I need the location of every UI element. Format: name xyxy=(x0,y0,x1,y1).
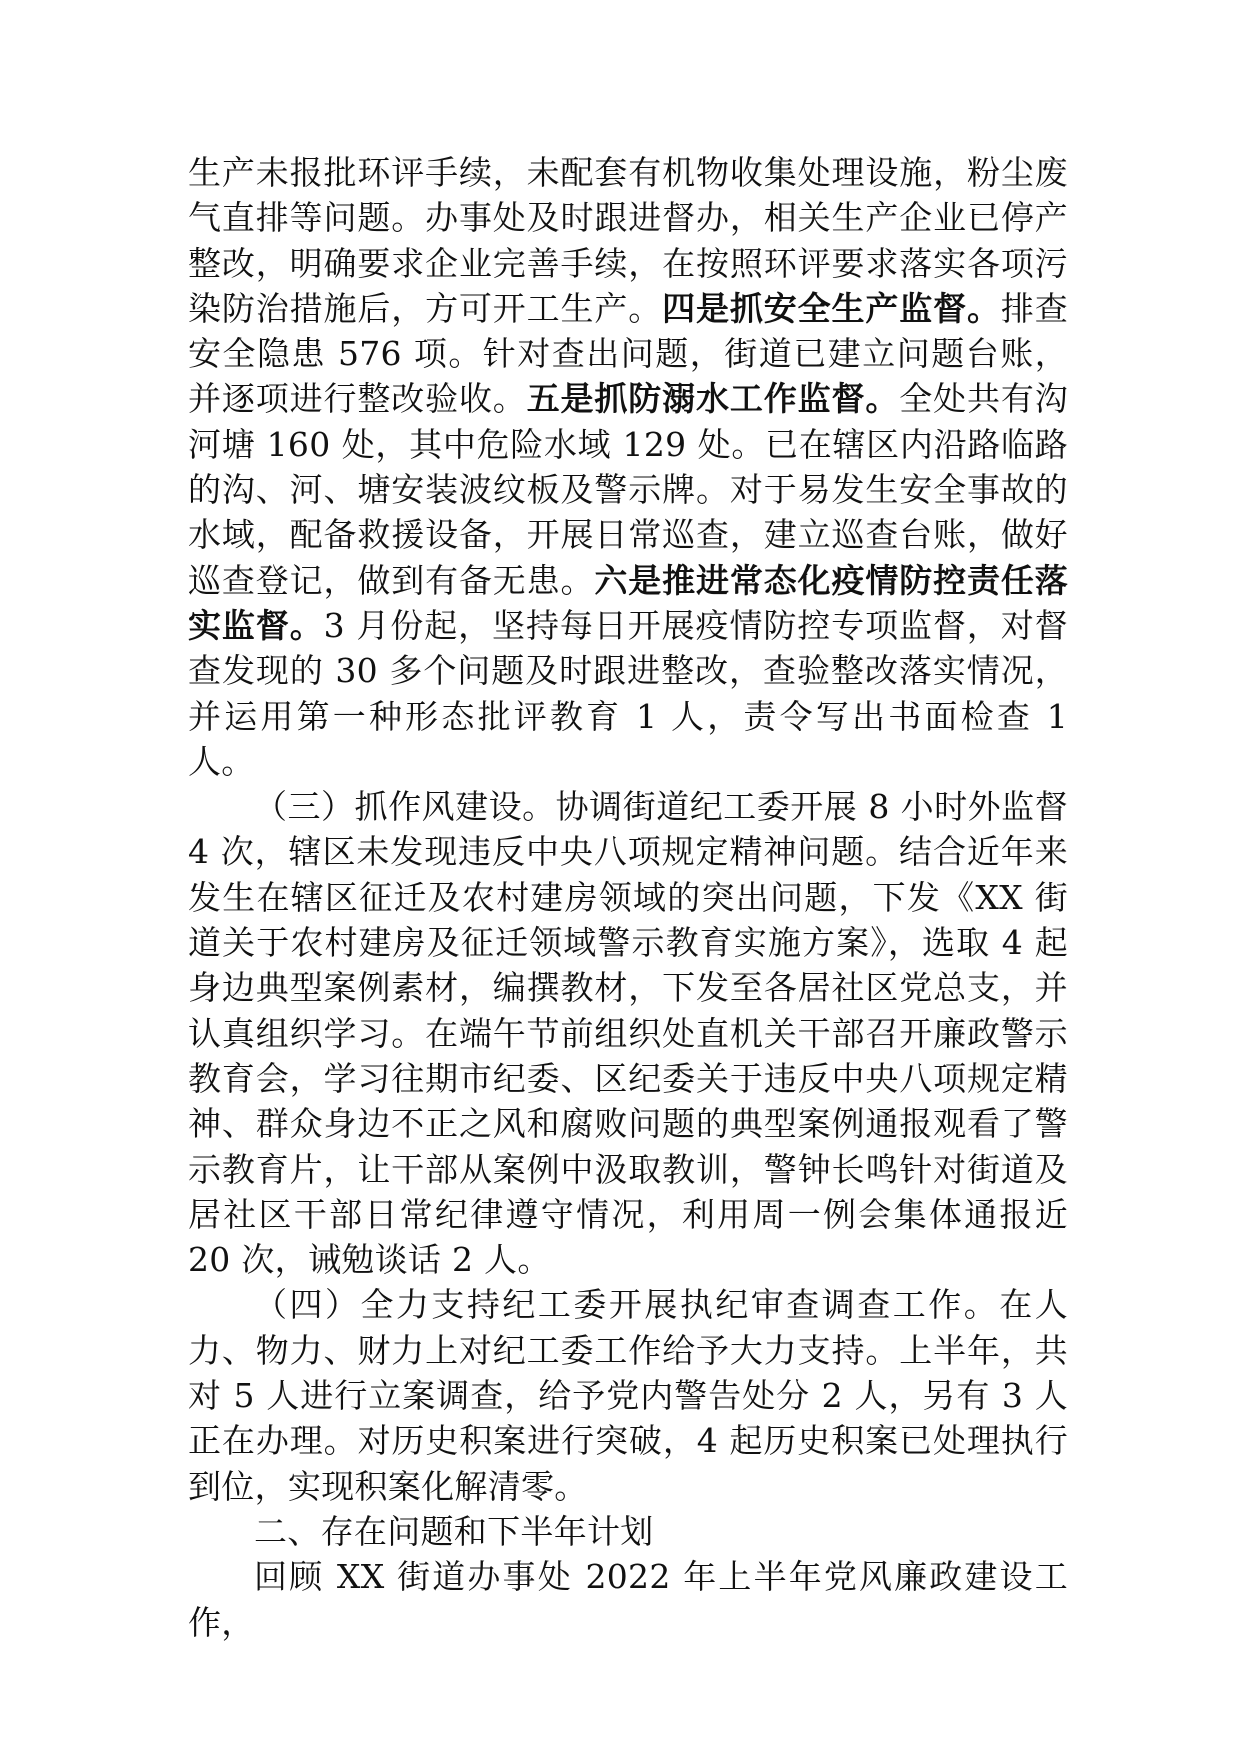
text-run: 回顾 XX 街道办事处 2022 年上半年党风廉政建设工作， xyxy=(188,1557,1068,1642)
text-run: 生产未报批环评手续，未配套有机物收集处理设施，粉尘废气直排等问题。办事处及时跟进督办，相关生产企业已停产整改，明确要求企业完善手续，在按照环评要求落实各项污染防治措施后，方可开工生产。 xyxy=(188,153,1068,328)
text-run: （四）全力支持纪工委开展执纪审查调查工作。在人力、物力、财力上对纪工委工作给予大力支持。上半年，共对 5 人进行立案调查，给予党内警告处分 2 人，另有 3 人正在办理。对历史积案进行突破，4 起历史积案已处理执行到位，实现积案化解清零。 xyxy=(188,1285,1068,1506)
text-run: 二、存在问题和下半年计划 xyxy=(254,1511,654,1551)
paragraph-work-style xyxy=(188,784,1068,1282)
heading-safety-supervision: 四是抓安全生产监督。 xyxy=(662,288,1001,328)
paragraph-supervision-items xyxy=(188,150,1068,784)
text-run: 全处共有沟河塘 160 处，其中危险水域 129 处。已在辖区内沿路临路的沟、河、塘安装波纹板及警示牌。对于易发生安全事故的水域，配备救援设备，开展日常巡查，建立巡查台账，做好巡查登记，做到有备无患。 xyxy=(188,379,1069,600)
heading-drowning-prevention: 五是抓防溺水工作监督。 xyxy=(526,379,900,419)
text-run: （三）抓作风建设。协调街道纪工委开展 8 小时外监督 4 次，辖区未发现违反中央八项规定精神问题。结合近年来发生在辖区征迁及农村建房领域的突出问题，下发《XX 街道关于农村建房及征迁领域警示教育实施方案》，选取 4 起身边典型案例素材，编撰教材，下发至各居社区党总支，并认真组织学习。在端午节前组织处直机关干部召开廉政警示教育会，学习往期市纪委、区纪委关于违反中央八项规定精神、群众身边不正之风和腐败问题的典型案例通报观看了警示教育片，让干部从案例中汲取教训，警钟长鸣针对街道及居社区干部日常纪律遵守情况，利用周一例会集体通报近 20 次，诫勉谈话 2 人。 xyxy=(188,787,1068,1280)
paragraph-review xyxy=(188,1554,1068,1645)
text-run: 排查安全隐患 576 项。针对查出问题，街道已建立问题台账，并逐项进行整改验收。 xyxy=(188,288,1069,419)
section-heading-problems-plan xyxy=(188,1509,1068,1554)
text-run: 3 月份起，坚持每日开展疫情防控专项监督，对督查发现的 30 多个问题及时跟进整改，查验整改落实情况，并运用第一种形态批评教育 1 人，责令写出书面检查 1 人。 xyxy=(188,605,1068,781)
heading-epidemic-supervision: 六是推进常态化疫情防控责任落实监督。 xyxy=(188,560,1068,645)
document-body xyxy=(188,150,1068,1645)
paragraph-discipline-review xyxy=(188,1282,1068,1508)
